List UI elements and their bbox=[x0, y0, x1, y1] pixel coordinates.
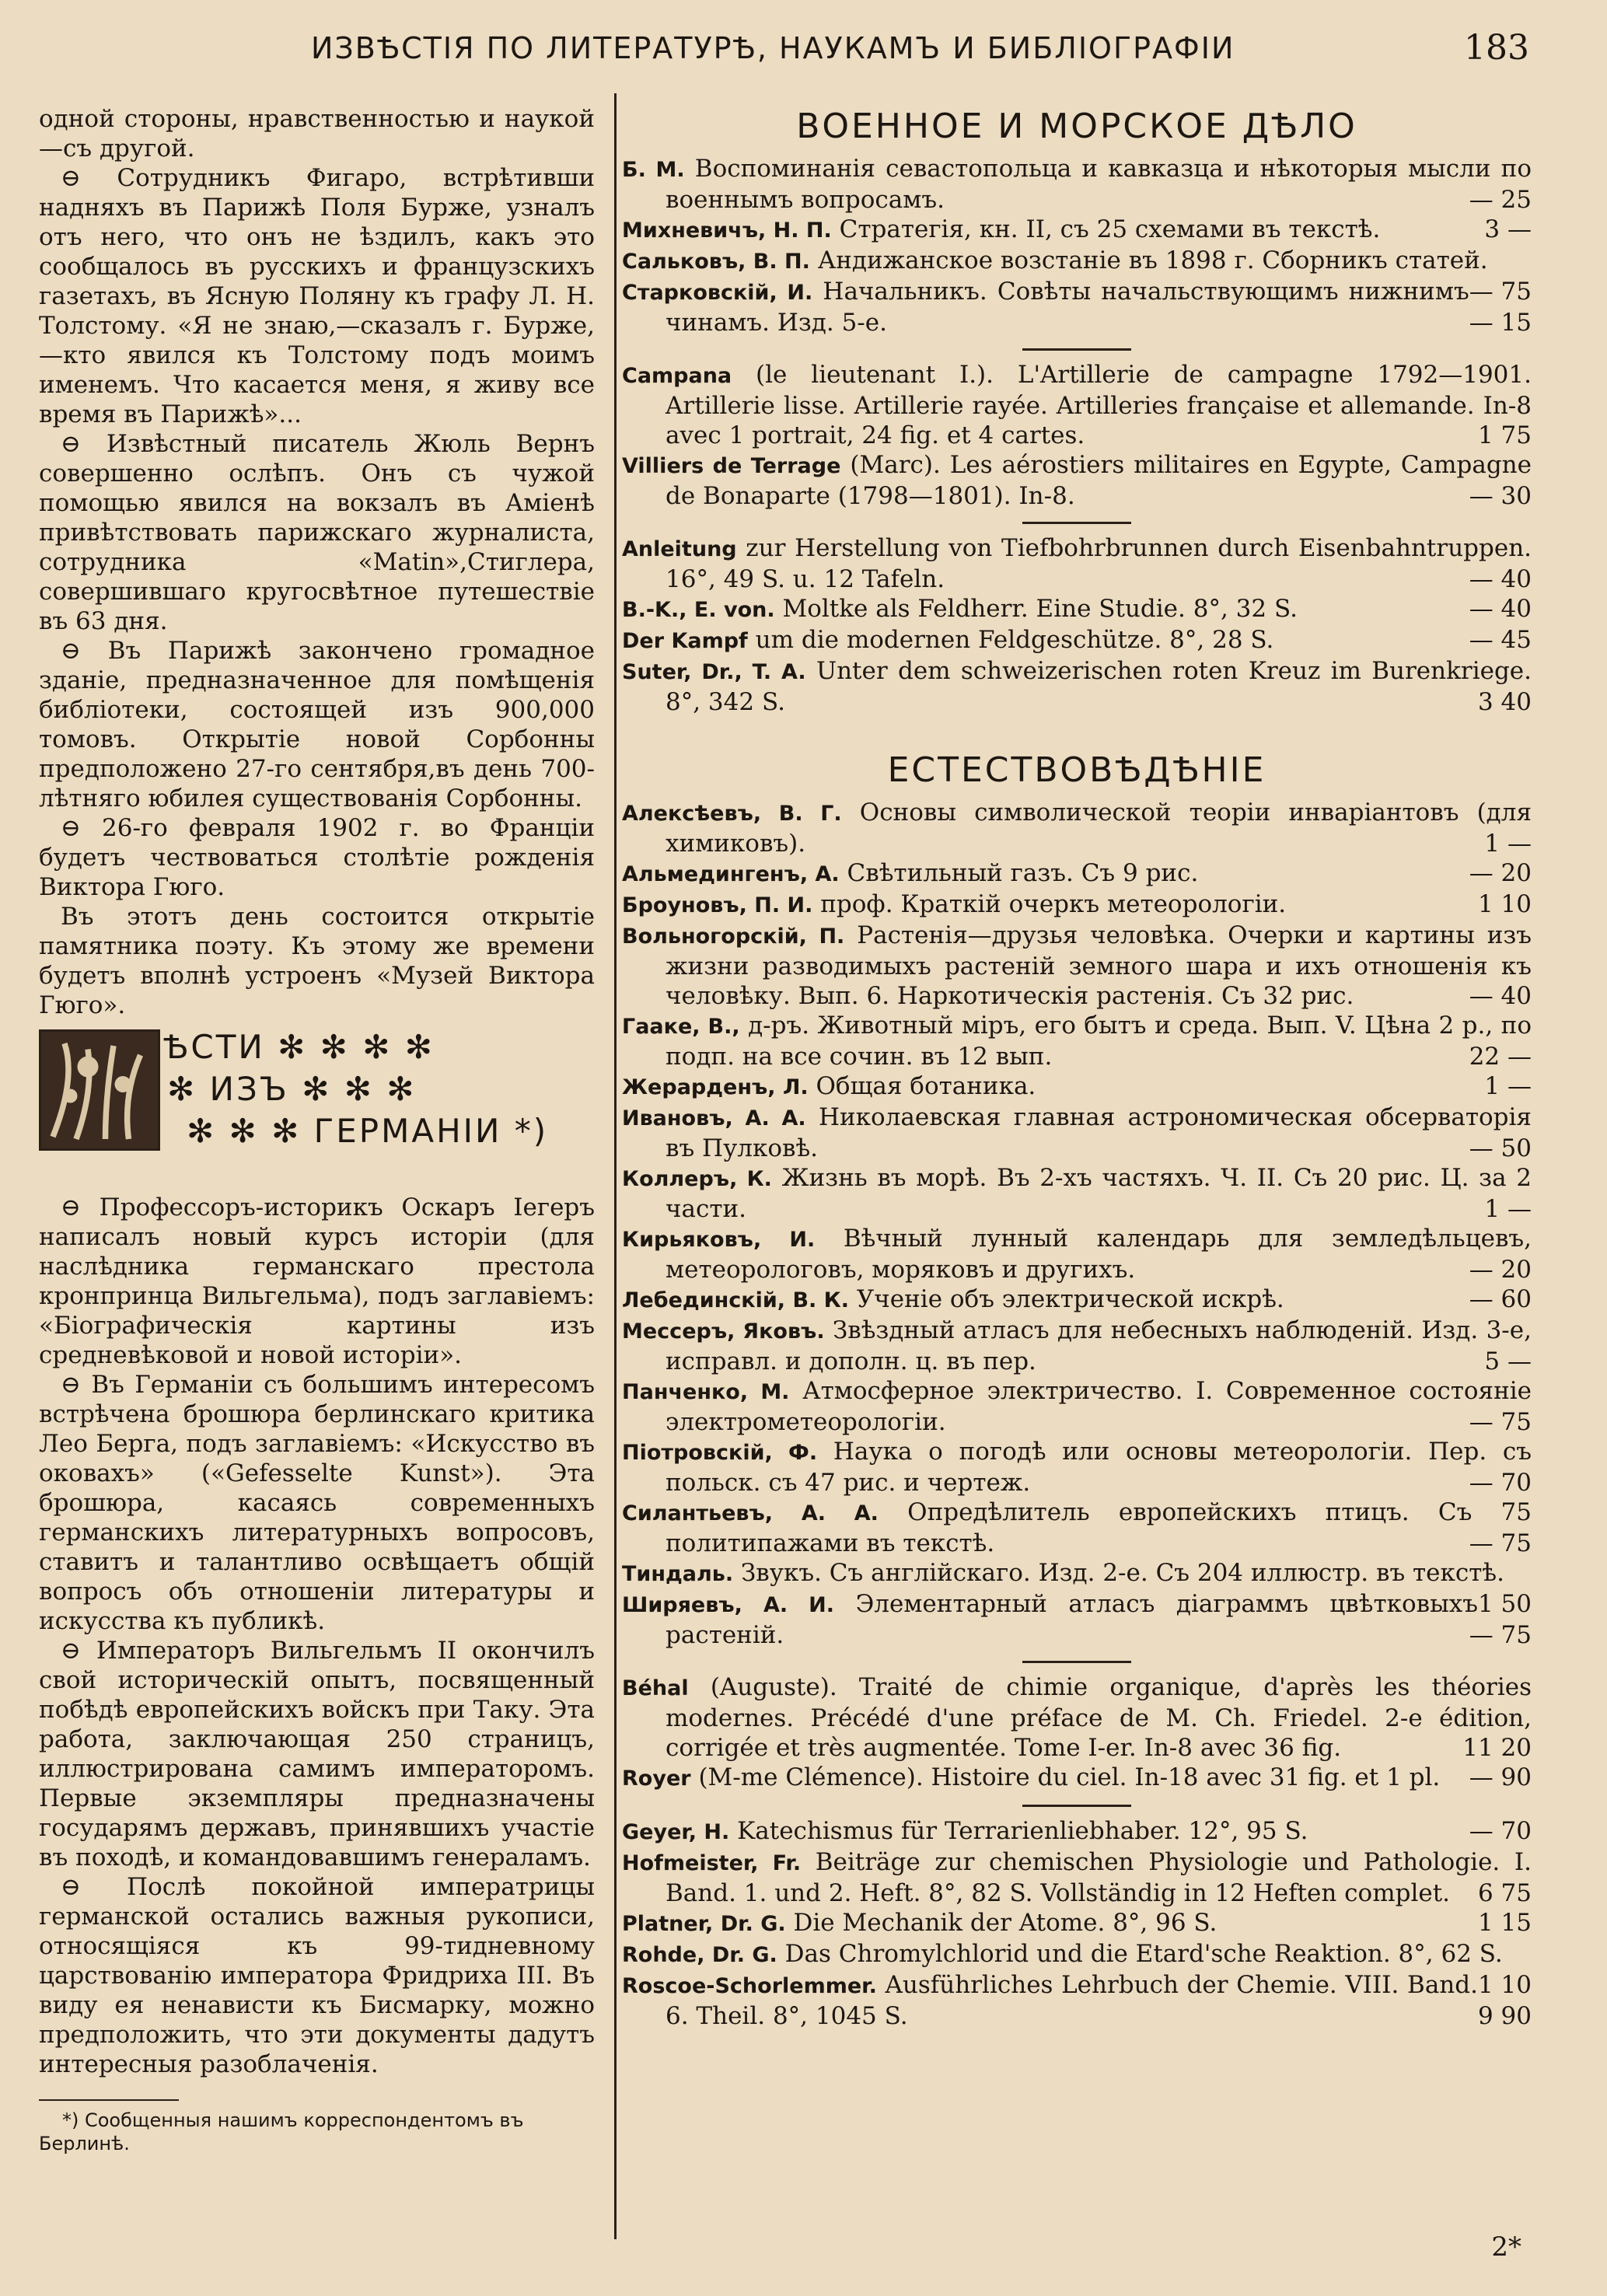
entry-title: Katechismus für Terrarienliebhaber. 12°, 95 S. bbox=[737, 1817, 1308, 1845]
entry-price: — 75 bbox=[1469, 1621, 1532, 1649]
entry-title: Ученіе объ электрической искрѣ. bbox=[856, 1285, 1284, 1313]
running-title: ИЗВѢСТІЯ ПО ЛИТЕРАТУРѢ, НАУКАМЪ И БИБЛІОГРАФІИ bbox=[311, 31, 1235, 65]
entry-author: Лебединскій, В. К. bbox=[622, 1288, 850, 1312]
entry-author: Михневичъ, Н. П. bbox=[622, 218, 832, 243]
entry-title: Вѣчный лунный календарь для земледѣльцевъ, метеорологовъ, моряковъ и другихъ. bbox=[666, 1225, 1532, 1284]
entry-title: (le lieutenant I.). L'Artillerie de campagne 1792—1901. Artillerie lisse. Artillerie rayée. Artilleries française et allemande. In-8 avec 1 portrait, 24 fig. et 4 cartes. bbox=[666, 361, 1532, 449]
entry-title: Николаевская главная астрономическая обсерваторія въ Пулковѣ. bbox=[666, 1103, 1532, 1162]
bibliography-entry bbox=[622, 1970, 1532, 2031]
entry-title: Общая ботаника. bbox=[816, 1072, 1036, 1100]
footnote: *) Сообщенныя нашимъ корреспондентомъ въ Берлинѣ. bbox=[39, 2109, 524, 2154]
entry-price: — 40 bbox=[1469, 565, 1532, 593]
bibliography-entry bbox=[622, 1316, 1532, 1376]
entry-title: Воспоминанія севастопольца и кавказца и нѣкоторыя мысли по военнымъ вопросамъ. bbox=[666, 155, 1532, 214]
entry-title: Элементарный атласъ діаграммъ цвѣтковыхъ растеній. bbox=[666, 1590, 1478, 1649]
entry-author: Der Kampf bbox=[622, 629, 748, 653]
entry-author: Campana bbox=[622, 364, 732, 388]
entry-price: 1 — bbox=[1484, 830, 1532, 858]
entry-title: Стратегія, кн. II, съ 25 схемами въ текстѣ. bbox=[839, 215, 1381, 243]
bibliography-entry bbox=[622, 1763, 1532, 1794]
entry-price: 1 15 bbox=[1477, 1909, 1532, 1937]
left-column bbox=[39, 104, 595, 2154]
entry-author: B.-K., E. von. bbox=[622, 598, 775, 622]
entry-price: 1 10 bbox=[1477, 1971, 1532, 1999]
bibliography-entry bbox=[622, 1376, 1532, 1437]
bibliography-entry bbox=[622, 594, 1532, 625]
news-paragraph: ⊖ Въ Парижѣ закончено громадное зданіе, предназначенное для помѣщенія библіотеки, состоящей изъ 900,000 томовъ. Открытіе новой Сорбонны предположено 27-го сентября,въ день 700-лѣтняго юбилея существованія Сорбонны. bbox=[39, 636, 595, 813]
germany-news-block bbox=[39, 1193, 595, 2155]
bibliography-entry bbox=[622, 1437, 1532, 1497]
entry-author: Suter, Dr., T. A. bbox=[622, 660, 806, 684]
entry-price: — 70 bbox=[1469, 1817, 1532, 1845]
entry-author: Anleitung bbox=[622, 537, 737, 561]
entry-author: Royer bbox=[622, 1767, 691, 1791]
entry-title: Наука о погодѣ или основы метеорологіи. Пер. съ польск. съ 47 рис. и чертеж. bbox=[666, 1438, 1532, 1497]
entry-author: Кирьяковъ, И. bbox=[622, 1228, 816, 1252]
entry-title: (M-me Clémence). Histoire du ciel. In-18 avec 31 fig. et 1 pl. bbox=[698, 1763, 1441, 1791]
entry-title: Основы символической теоріи инваріантовъ (для химиковъ). bbox=[666, 799, 1532, 858]
entry-price: 3 — bbox=[1484, 215, 1532, 243]
entry-title: Опредѣлитель европейскихъ птицъ. Съ 75 политипажами въ текстѣ. bbox=[666, 1498, 1532, 1557]
entry-author: Броуновъ, П. И. bbox=[622, 893, 813, 917]
bibliography-entry bbox=[622, 1163, 1532, 1224]
bibliography-entry bbox=[622, 277, 1532, 337]
entry-author: Вольногорскій, П. bbox=[622, 924, 845, 949]
column-divider bbox=[614, 93, 617, 2239]
entry-title: Die Mechanik der Atome. 8°, 96 S. bbox=[793, 1909, 1217, 1937]
entry-title: zur Herstellung von Tiefbohrbrunnen durch Eisenbahntruppen. 16°, 49 S. u. 12 Tafeln. bbox=[666, 534, 1532, 593]
entry-title: д-ръ. Животный міръ, его бытъ и среда. Вып. V. Цѣна 2 р., по подп. на все сочин. въ 12 вып. bbox=[666, 1012, 1532, 1071]
running-header bbox=[47, 23, 1560, 78]
printer-signature: 2* bbox=[1491, 2231, 1521, 2263]
entry-author: Піотровскій, Ф. bbox=[622, 1441, 818, 1465]
entry-title: Начальникъ. Совѣты начальствующимъ нижнимъ чинамъ. Изд. 5-е. bbox=[666, 278, 1469, 337]
entry-price: 1 50 bbox=[1477, 1590, 1532, 1618]
entry-title: Звукъ. Съ англійскаго. Изд. 2-е. Съ 204 иллюстр. въ текстѣ. bbox=[740, 1559, 1504, 1587]
entry-title: Растенія—друзья человѣка. Очерки и картины изъ жизни разводимыхъ растеній земного шара и ихъ отношенія къ человѣку. Вып. 6. Наркотическія растенія. Съ 32 рис. bbox=[666, 921, 1532, 1010]
news-paragraph: Въ этотъ день состоится открытіе памятника поэту. Къ этому же времени будетъ вполнѣ устроенъ «Музей Виктора Гюго». bbox=[39, 903, 595, 1019]
entry-title: Атмосферное электричество. I. Современное состояніе электрометеорологіи. bbox=[666, 1377, 1532, 1436]
left-news-block bbox=[39, 104, 595, 1020]
germany-heading-line2: ✻ ИЗЪ ✻ ✻ ✻ bbox=[167, 1070, 417, 1108]
decorative-initial-v bbox=[39, 1029, 160, 1151]
entry-price: — 30 bbox=[1469, 482, 1532, 510]
entry-author: Roscoe-Schorlemmer. bbox=[622, 1974, 877, 1998]
bibliography-entry bbox=[622, 1284, 1532, 1316]
group-separator bbox=[1022, 1661, 1131, 1663]
bibliography-entry bbox=[622, 1071, 1532, 1103]
entry-price: — 60 bbox=[1469, 1285, 1532, 1313]
entry-price: 9 90 bbox=[1477, 2002, 1532, 2030]
footnote-rule bbox=[39, 2099, 179, 2101]
entry-title: Андижанское возстаніе въ 1898 г. Сборникъ статей. bbox=[817, 246, 1488, 274]
bibliography-entry bbox=[622, 1908, 1532, 1939]
section-title-military: ВОЕННОЕ И МОРСКОЕ ДѢЛО bbox=[796, 107, 1357, 146]
entry-author: Béhal bbox=[622, 1676, 689, 1700]
bibliography-entry bbox=[622, 450, 1532, 511]
entry-price: 6 75 bbox=[1477, 1879, 1532, 1907]
bibliography-entry bbox=[622, 921, 1532, 1011]
news-paragraph: ⊖ 26-го февраля 1902 г. во Франціи будетъ чествоваться столѣтіе рожденія Виктора Гюго. bbox=[39, 813, 595, 902]
entry-author: Силантьевъ, А. А. bbox=[622, 1501, 879, 1525]
bibliography-entry bbox=[622, 656, 1532, 717]
section-title-natural-science: ЕСТЕСТВОВѢДѢНІЕ bbox=[887, 750, 1266, 790]
group-separator bbox=[1022, 522, 1131, 524]
bibliography-entry bbox=[622, 360, 1532, 450]
entry-title: (Marc). Les aérostiers militaires en Egypte, Campagne de Bonaparte (1798—1801). In-8. bbox=[666, 451, 1532, 510]
entry-price: — 40 bbox=[1469, 982, 1532, 1010]
entry-title: Ausführliches Lehrbuch der Chemie. VIII. Band. 6. Theil. 8°, 1045 S. bbox=[666, 1971, 1478, 2030]
entry-author: Алексѣевъ, В. Г. bbox=[622, 802, 842, 826]
entry-price: — 75 bbox=[1469, 278, 1532, 306]
entry-title: Das Chromylchlorid und die Etard'sche Reaktion. 8°, 62 S. bbox=[784, 1940, 1503, 1968]
bibliography-entry bbox=[622, 1589, 1532, 1650]
entry-price: 22 — bbox=[1469, 1043, 1532, 1071]
entry-price: — 75 bbox=[1469, 1529, 1532, 1557]
entry-price: — 45 bbox=[1469, 626, 1532, 654]
bibliography-entry bbox=[622, 858, 1532, 889]
news-paragraph: ⊖ Извѣстный писатель Жюль Вернъ совершенно ослѣпъ. Онъ съ чужой помощью явился на вокзалъ въ Аміенѣ привѣтствовать парижскаго журналиста, сотрудника «Matin»,Стиглера, совершившаго кругосвѣтное путешествіе въ 63 дня. bbox=[39, 429, 595, 636]
bibliography-entry bbox=[622, 889, 1532, 921]
entry-author: Ивановъ, А. А. bbox=[622, 1106, 806, 1131]
natural-science-entries bbox=[622, 798, 1532, 2031]
entry-title: Звѣздный атласъ для небесныхъ наблюденій. Изд. 3-е, исправл. и дополн. ц. въ пер. bbox=[666, 1316, 1532, 1375]
military-entries bbox=[622, 154, 1532, 717]
entry-author: Жерарденъ, Л. bbox=[622, 1075, 809, 1099]
entry-price: 1 — bbox=[1484, 1195, 1532, 1223]
germany-heading-line1: ѢСТИ ✻ ✻ ✻ ✻ bbox=[163, 1028, 435, 1066]
entry-price: 5 — bbox=[1484, 1347, 1532, 1375]
entry-author: Platner, Dr. G. bbox=[622, 1912, 786, 1936]
entry-title: Beiträge zur chemischen Physiologie und Pathologie. I. Band. 1. und 2. Heft. 8°, 82 S. Vollständig in 12 Heften complet. bbox=[666, 1848, 1532, 1907]
right-column bbox=[622, 104, 1532, 2031]
group-separator bbox=[1022, 1805, 1131, 1807]
bibliography-entry bbox=[622, 1847, 1532, 1908]
germany-heading bbox=[39, 1029, 595, 1162]
entry-author: Мессеръ, Яковъ. bbox=[622, 1319, 825, 1344]
entry-author: Старковскій, И. bbox=[622, 281, 813, 305]
entry-title: um die modernen Feldgeschütze. 8°, 28 S. bbox=[755, 626, 1274, 654]
entry-price: — 50 bbox=[1469, 1134, 1532, 1162]
group-separator bbox=[1022, 348, 1131, 351]
bibliography-entry bbox=[622, 1224, 1532, 1284]
entry-price: — 90 bbox=[1469, 1763, 1532, 1791]
bibliography-entry bbox=[622, 1497, 1532, 1558]
entry-author: Коллеръ, К. bbox=[622, 1167, 772, 1191]
entry-author: Geyer, H. bbox=[622, 1820, 730, 1844]
entry-author: Панченко, М. bbox=[622, 1380, 790, 1404]
entry-title: (Auguste). Traité de chimie organique, d'après les théories modernes. Précédé d'une préface de M. Ch. Friedel. 2-e édition, corrigée et très augmentée. Tome I-er. In-8 avec 36 fig. bbox=[666, 1673, 1532, 1762]
entry-price: — 25 bbox=[1469, 186, 1532, 214]
bibliography-entry bbox=[622, 798, 1532, 858]
entry-title: Жизнь въ морѣ. Въ 2-хъ частяхъ. Ч. II. Съ 20 рис. Ц. за 2 части. bbox=[666, 1164, 1532, 1223]
entry-price: — 70 bbox=[1469, 1469, 1532, 1497]
entry-price: 1 — bbox=[1484, 1072, 1532, 1100]
entry-author: Rohde, Dr. G. bbox=[622, 1943, 777, 1967]
entry-price: 3 40 bbox=[1477, 688, 1532, 716]
floral-vignette-icon bbox=[41, 1032, 158, 1148]
entry-price: — 75 bbox=[1469, 1408, 1532, 1436]
bibliography-entry bbox=[622, 533, 1532, 594]
bibliography-entry bbox=[622, 215, 1532, 246]
entry-title: Moltke als Feldherr. Eine Studie. 8°, 32 S. bbox=[782, 595, 1298, 623]
bibliography-entry bbox=[622, 625, 1532, 656]
news-paragraph: одной стороны, нравственностью и наукой—съ другой. bbox=[39, 105, 595, 163]
bibliography-entry bbox=[622, 1672, 1532, 1763]
entry-author: Ширяевъ, А. И. bbox=[622, 1593, 835, 1617]
bibliography-entry bbox=[622, 154, 1532, 215]
entry-price: 1 10 bbox=[1477, 890, 1532, 918]
germany-news-paragraph: ⊖ Въ Германіи съ большимъ интересомъ встрѣчена брошюра берлинскаго критика Лео Берга, подъ заглавіемъ: «Искусство въ оковахъ» («Gefesselte Kunst»). Эта брошюра, касаясь современныхъ германскихъ литературныхъ вопросовъ, ставитъ и талантливо освѣщаетъ общій вопросъ объ отношеніи литературы и искусства къ публикѣ. bbox=[39, 1370, 595, 1636]
entry-author: Сальковъ, В. П. bbox=[622, 250, 810, 274]
entry-author: Тиндаль. bbox=[622, 1562, 734, 1586]
germany-heading-line3: ✻ ✻ ✻ ГЕРМАНІИ *) bbox=[187, 1112, 549, 1150]
entry-price: — 40 bbox=[1469, 595, 1532, 623]
entry-price: — 20 bbox=[1469, 1256, 1532, 1284]
page-number: 183 bbox=[1464, 28, 1529, 68]
entry-author: Гааке, В., bbox=[622, 1015, 740, 1039]
entry-author: Hofmeister, Fr. bbox=[622, 1851, 802, 1875]
entry-title: Unter dem schweizerischen roten Kreuz im Burenkriege. 8°, 342 S. bbox=[666, 657, 1532, 716]
entry-author: Villiers de Terrage bbox=[622, 454, 841, 478]
germany-news-paragraph: ⊖ Профессоръ-историкъ Оскаръ Іегеръ написалъ новый курсъ исторіи (для наслѣдника германскаго престола кронпринца Вильгельма), подъ заглавіемъ: «Біографическія картины изъ средневѣковой и новой исторіи». bbox=[39, 1193, 595, 1370]
entry-author: Б. М. bbox=[622, 158, 685, 182]
germany-news-paragraph: ⊖ Послѣ покойной императрицы германской остались важныя рукописи, относящіяся къ 99-тидневному царствованію императора Фридриха III. Въ виду ея ненависти къ Бисмарку, можно предположить, что эти документы дадутъ интересныя разоблаченія. bbox=[39, 1872, 595, 2079]
bibliography-entry bbox=[622, 1816, 1532, 1847]
entry-title: Свѣтильный газъ. Съ 9 рис. bbox=[847, 859, 1199, 887]
germany-news-paragraph: ⊖ Императоръ Вильгельмъ II окончилъ свой историческій опытъ, посвященный побѣдѣ европейскихъ войскъ при Таку. Эта работа, заключающая 250 страницъ, иллюстрирована самимъ императоромъ. Первые экземпляры предназначены государямъ державъ, принявшихъ участіе въ походѣ, и командовавшимъ генераламъ. bbox=[39, 1636, 595, 1872]
entry-title: проф. Краткій очеркъ метеорологіи. bbox=[820, 890, 1287, 918]
entry-author: Альмедингенъ, А. bbox=[622, 862, 840, 886]
entry-price: 11 20 bbox=[1462, 1734, 1532, 1762]
news-paragraph: ⊖ Сотрудникъ Фигаро, встрѣтивши надняхъ въ Парижѣ Поля Бурже, узналъ отъ него, что онъ не ѣздилъ, какъ это сообщалось въ русскихъ и французскихъ газетахъ, въ Ясную Поляну къ графу Л. Н. Толстому. «Я не знаю,—сказалъ г. Бурже,—кто явился къ Толстому подъ моимъ именемъ. Что касается меня, я живу все время въ Парижѣ»... bbox=[39, 163, 595, 429]
entry-price: — 15 bbox=[1469, 309, 1532, 337]
entry-price: — 20 bbox=[1469, 859, 1532, 887]
bibliography-entry bbox=[622, 1011, 1532, 1071]
entry-price: 1 75 bbox=[1477, 421, 1532, 449]
bibliography-entry bbox=[622, 1103, 1532, 1163]
